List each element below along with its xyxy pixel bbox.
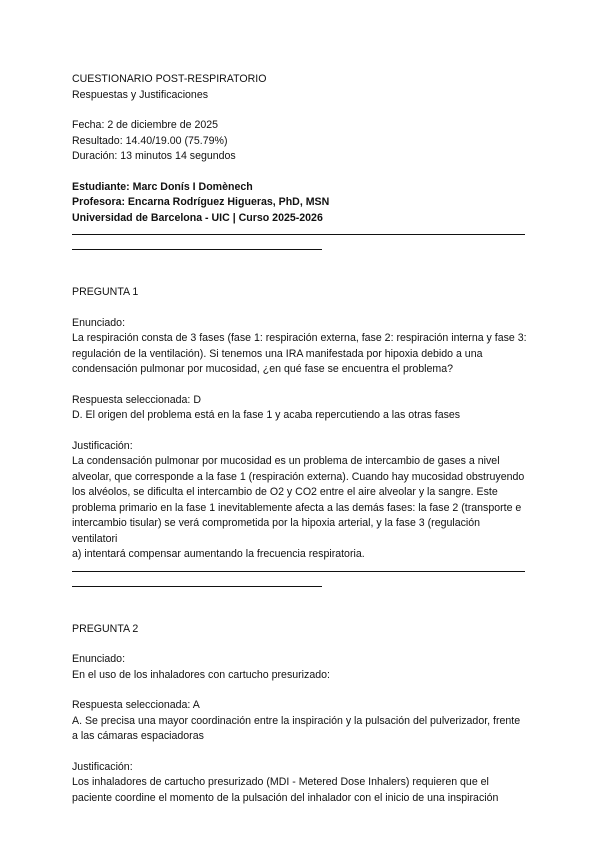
question-1-justification-label: Justificación: — [72, 439, 133, 452]
question-1-title: PREGUNTA 1 — [72, 286, 139, 298]
question-2-justification-label: Justificación: — [72, 760, 133, 773]
question-2-justification-text: Los inhaladores de cartucho presurizado (MDI - Metered Dose Inhalers) requieren que el paciente coordine el momento de la pulsación del inhalador con el inicio de una inspiración — [72, 776, 499, 804]
question-2-answer-text: A. Se precisa una mayor coordinación entre la inspiración y la pulsación del pulverizador, frente a las cámaras espaciadoras — [72, 714, 521, 742]
student-line: Estudiante: Marc Donís I Domènech — [72, 180, 253, 193]
document-page — [72, 72, 528, 806]
section-divider — [72, 234, 528, 265]
teacher-line: Profesora: Encarna Rodríguez Higueras, PhD, MSN — [72, 196, 330, 208]
section-divider — [72, 571, 528, 602]
document-subtitle: Respuestas y Justificaciones — [72, 88, 209, 101]
question-2-answer-label: Respuesta seleccionada: A — [72, 699, 200, 711]
result-line: Resultado: 14.40/19.00 (75.79%) — [72, 134, 228, 147]
question-2-enunciado-text: En el uso de los inhaladores con cartucho presurizado: — [72, 668, 330, 681]
question-2-title: PREGUNTA 2 — [72, 622, 139, 635]
date-line: Fecha: 2 de diciembre de 2025 — [72, 119, 219, 131]
question-2-enunciado-label: Enunciado: — [72, 653, 126, 665]
question-1-enunciado-text: La respiración consta de 3 fases (fase 1: respiración externa, fase 2: respiración interna y fase 3: regulación de la ventilación). Si tenemos una IRA manifestada por hipoxia debido a una condensación pulmonar por mucosidad, ¿en qué fase se encuentra el problema? — [72, 332, 527, 375]
question-1-justification-text-cont: a) intentará compensar aumentando la frecuencia respiratoria. — [72, 548, 365, 560]
university-line: Universidad de Barcelona - UIC | Curso 2025-2026 — [72, 211, 323, 224]
question-1-justification-text: La condensación pulmonar por mucosidad es un problema de intercambio de gases a nivel alveolar, que corresponde a la fase 1 (respiración externa). Cuando hay mucosidad obstruyendo los alvéolos, se dificulta el intercambio de O2 y CO2 entre el aire alveolar y la sangre. Este problema primario en la fase 1 inevitablemente afecta a las demás fases: la fase 2 (transporte e intercambio tisular) se verá comprometida por la hipoxia arterial, y la fase 3 (regulación ventilatori — [72, 455, 525, 545]
question-1-answer-text: D. El origen del problema está en la fase 1 y acaba repercutiendo a las otras fases — [72, 409, 461, 421]
document-title: CUESTIONARIO POST-RESPIRATORIO — [72, 73, 267, 85]
question-1-answer-label: Respuesta seleccionada: D — [72, 393, 201, 406]
duration-line: Duración: 13 minutos 14 segundos — [72, 150, 236, 162]
question-1-enunciado-label: Enunciado: — [72, 316, 126, 329]
